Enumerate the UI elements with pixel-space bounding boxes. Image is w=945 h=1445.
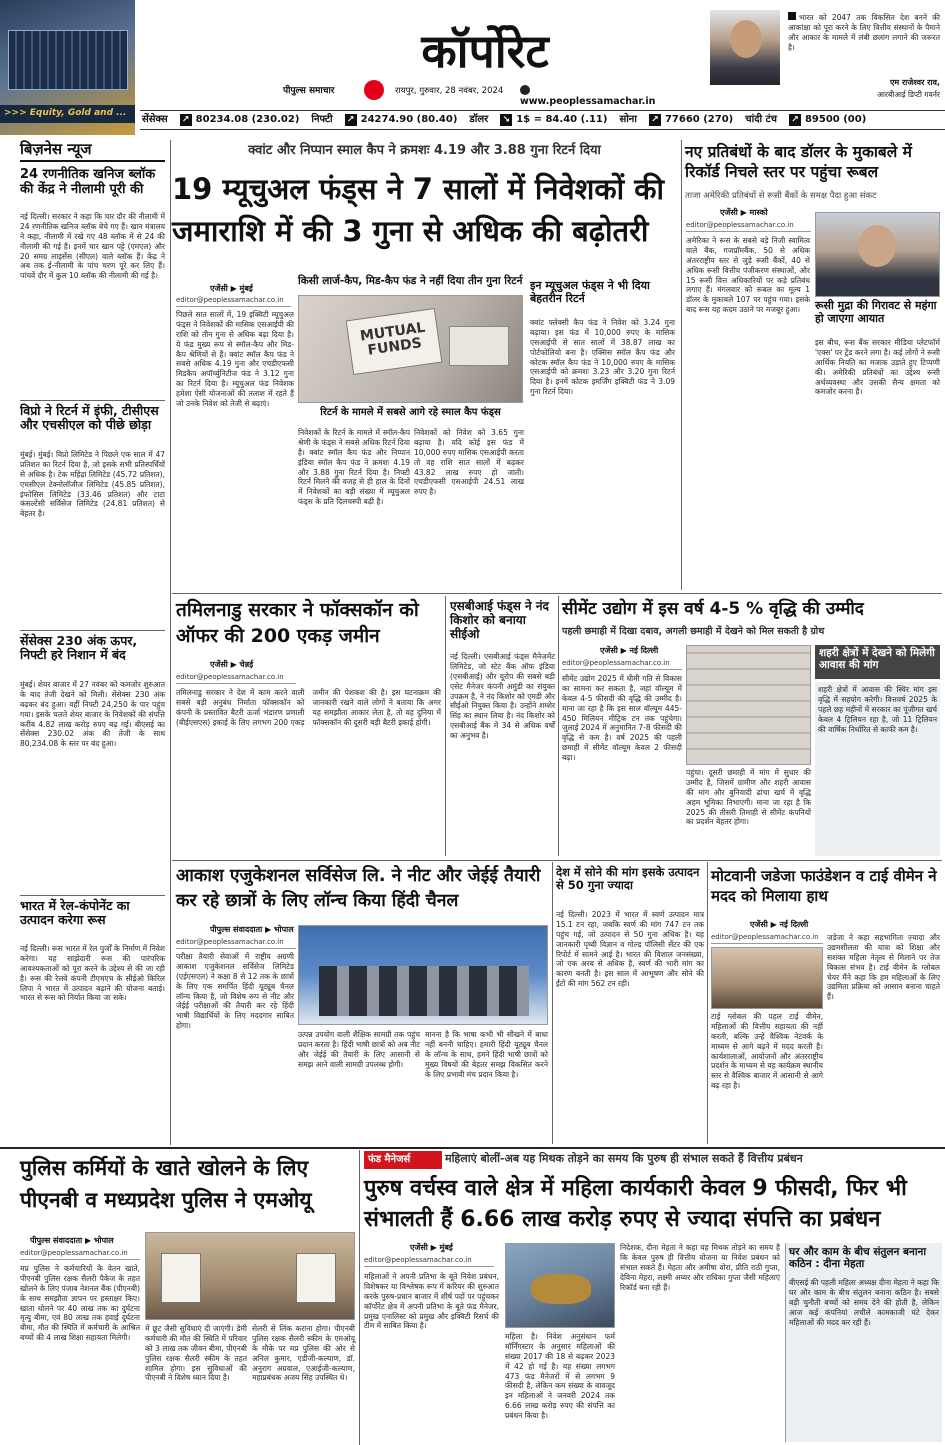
lead-sidebar-headline: इन म्यूचुअल फंड्स ने भी दिया बेहतरीन रिटर्न — [530, 279, 650, 305]
fund-managers-kicker: महिलाएं बोलीं-अब यह मिथक तोड़ने का समय कि पुरुष ही संभाल सकते हैं वित्तीय प्रबंधन — [445, 1152, 803, 1165]
police-body: मप्र पुलिस ने कर्मचारियों के वेतन खाते, पीएनबी पुलिस रक्षक सैलरी पैकेज के तहत खोलने के लिए पंजाब नेशनल बैंक (पीएनबी) के साथ समझौता ज्ञापन पर हस्ताक्षर किए। खाता धोलने पर 40 लाख तक का दुर्घटना मृत्यु बीमा, एवं 80 लाख तक हवाई दुर्घटना बीमा, मौत की स्थिति में कर्मचारी के आश्रित बच्चों की 4 लाख शिक्षा सहायता मिलेगी। — [20, 1264, 140, 1343]
cement-box-headline: शहरी क्षेत्रों में देखने को मिलेगी आवास की मांग — [815, 645, 940, 679]
sbi-headline: एसबीआई फंड्स ने नंद किशोर को बनाया सीईओ — [450, 599, 549, 641]
mutual-funds-card: MUTUAL FUNDS — [346, 308, 443, 375]
sensex-value: 80234.08 (230.02) — [195, 114, 300, 125]
lead-kicker: क्वांट और निप्पान स्माल कैप ने क्रमशः 4.19 और 3.88 गुना रिटर्न दिया — [248, 143, 601, 158]
section-label — [20, 140, 165, 162]
quote-icon — [788, 12, 796, 20]
lead-image-caption: रिटर्न के मामले में सबसे आगे रहे स्माल कैप फंड्स — [320, 407, 501, 418]
lead-byline: एजेंसी ▶ मुंबई — [210, 284, 253, 293]
story-wipro-headline: विप्रो ने रिटर्न में इंफी, टीसीएस और एचसीएल को पीछे छोड़ा — [20, 403, 159, 433]
cement-bags-photo — [686, 645, 811, 765]
masthead-dot — [364, 80, 384, 100]
equity-banner-image — [0, 0, 135, 135]
akash-byline: पीपुल्स संवाददाता ▶ भोपाल — [210, 925, 294, 934]
foxconn-byline: एजेंसी ▶ चेन्नई — [210, 660, 254, 669]
story-minerals-headline: 24 रणनीतिक खनिज ब्लॉक की केंद्र ने नीलामी पूरी की — [20, 167, 156, 197]
police-body-2: में छूट जैसी सुविधाएं दी जाएंगी। डेमी कर्मचारी की मौत की स्थिति में परिवार को 3 लाख तक जीवन बीमा, पीएनबी पुलिस रक्षक सैलरी स्कीम के तहत शामिल होगा। इस सुविधाओं की पीएनबी ने विशेष ध्यान दिया है। — [145, 1324, 247, 1383]
dollar-value: 1$ = 84.40 (.11) — [516, 114, 608, 125]
cement-body: सीमेंट उद्योग 2025 में धीमी गति से विकास का सामना कर सकता है, जहां वॉल्यूम में केवल 4-5 फीसदी की वृद्धि की उम्मीद है। माना जा रहा है कि इस साल वॉल्यूम 445-450 मिलियन मीट्रिक टन तक पहुंचेगा। जुलाई 2024 में अनुमानित 7-8 फीसदी की वृद्धि से कम है। वर्ष 2025 की पहली छमाही में सीमेंट वॉल्यूम केवल 2 फीसदी बढ़ा। — [562, 674, 682, 763]
motwani-email: editor@peoplessamachar.co.in — [711, 933, 823, 944]
story-sensex-headline: सेंसेक्स 230 अंक ऊपर, निफ्टी हरे निशान में बंद — [20, 633, 138, 663]
akash-caption: उत्पन्न उपयोग वाली शैक्षिक सामग्री तक पहुंच प्रदान करता है। हिंदी भाषी छात्रों को अब नीट और जेईई की तैयारी के लिए आसानी से समझ आने वाली सामग्री उपलब्ध होगी। — [298, 1030, 420, 1069]
mutual-funds-image — [298, 295, 523, 403]
fund-managers-box-body: बीएसई की पहली महिला अध्यक्ष दीना मेहता ने कहा कि घर और काम के बीच संतुलन बनाना कठिन है। सबसे बड़ी चुनौती बच्चों को समय देने की होती है, लेकिन आज कई कंपनियां लचीले कामकाजी घंटे देकर महिलाओं की मदद कर रही हैं। — [789, 1278, 939, 1327]
gold-headline: देश में सोने की मांग इसके उत्पादन से 50 गुना ज्यादा — [556, 865, 700, 893]
motwani-photo — [711, 947, 823, 1009]
fund-managers-body-2: महिला है। निवेश अनुसंधान फर्म मॉर्निंगस्टार के अनुसार महिलाओं की संख्या 2017 की 18 से बढ़कर 2023 में 42 हो गई है। यह संख्या लगभग 473 फंड मैनेजरों में से लगभग 9 फीसदी है, लेकिन कम संख्या के बावजूद इन महिलाओं ने जनवरी 2024 तक 6.66 लाख करोड़ रुपए की संपत्ति का प्रबंधन किया है। — [505, 1332, 615, 1421]
fund-managers-sidebar — [785, 1243, 942, 1442]
rouble-byline: एजेंसी ▶ मास्को — [720, 208, 768, 217]
story-sensex-body: मुंबई। शेयर बाजार में 27 नवंबर को कमजोर शुरुआत के बाद तेजी देखने को मिली। सेंसेक्स 230 अंक बढ़कर बंद हुआ। वहीं निफ्टी 24,250 के पार पहुंच गया। इसके चलते शेयर बाजार के निवेशकों की संपत्ति करीब 4.82 लाख करोड़ रुपए बढ़ गई। बीएसई का सेंसेक्स 230.02 अंक की तेजी के साथ 80,234.08 के स्तर पर बंद हुआ। — [20, 680, 165, 749]
fund-managers-box-headline: घर और काम के बीच संतुलन बनाना कठिन : दीना मेहता — [789, 1246, 927, 1271]
story-russia-body: नई दिल्ली। रूस भारत में रेल पुर्जों के निर्माण में निवेश करेगा। यह साझेदारी रूस की पारंपरिक आवश्यकताओं को पूरा करने के उद्देश्य से की जा रही है। रूस की रेलवे कंपनी टीएमएच के सीईओ किरिल लिपा ने भारत में उत्पादन बढ़ाने की योजना बताई। भारत से रूस को निर्यात किया जा सके। — [20, 944, 165, 1003]
equity-banner-text: >>> Equity, Gold and ... — [0, 105, 135, 123]
foxconn-body: तमिलनाडु सरकार ने देश में काम करने वाली सबसे बड़ी अनुबंध निर्माता फॉक्सकॉन को कंपनी के प्रस्तावित बैटरी ऊर्जा भंडारण प्रणाली (बीईएसएस) इकाई के लिए लगभग 200 एकड़ जमीन की पेशकश की है। इस घटनाक्रम की जानकारी रखने वाले लोगों ने बताया कि अगर यह समझौता आकार लेता है, तो यह दुनिया में फॉक्सकॉन की दूसरी बड़ी बैटरी इकाई होगी। — [176, 688, 441, 727]
story-wipro-body: मुंबई। मुंबई। विप्रो लिमिटेड ने पिछले एक साल में 47 प्रतिशत का रिटर्न दिया है, जो इसके सभी प्रतिस्पर्धियों से अधिक है। टेक महिंद्रा लिमिटेड (45.72 प्रतिशत), एचसीएल टेक्नोलॉजीज लिमिटेड (45.85 प्रतिशत), इंफोसिस लिमिटेड (33.46 प्रतिशत) और टाटा कंसल्टेंसी सर्विसेज लिमिटेड (24.81 प्रतिशत) से बेहतर है। — [20, 450, 165, 519]
foxconn-headline: तमिलनाडु सरकार ने फॉक्सकॉन को ऑफर की 200 एकड़ जमीन — [176, 599, 419, 647]
dateline: रायपुर, गुरुवार, 28 नवंबर, 2024 — [395, 86, 504, 96]
motwani-body-2: जडेजा ने कहा सहभागिता ज़्यादा और उद्यमशीलता की यात्रा को शिक्षा और सशक्त महिला नेतृत्व से मिलाने पर तेज बिकास संभव है। टाई वीमेन के ग्लोबल चेयर मैंने कहा कि हम महिलाओं के लिए उद्यमिता प्रक्रिया को आसान बनाना चाहते हैं। — [827, 933, 940, 1002]
lead-body-3: निवेशकों को निवेश को 3.65 गुना बढ़ाया है। यदि कोई इस फंड में 10,000 रुपए मासिक एसआईपी करता तो वह राशि सात सालों में बढ़कर 43.82 लाख रुपए हो जाती। एचडीएफसी एसआईपी 24.51 लाख रुपए है। — [414, 428, 524, 497]
quote-body: भारत को 2047 तक विकसित देश बनने की आकांक्षा को पूरा करने के लिए वित्तीय संस्थानों के पैमाने और आकार के मामले में लंबी छलांग लगाने की जरूरत है। — [788, 13, 940, 52]
up-arrow-icon: ↗ — [180, 114, 192, 126]
akash-body: परीक्षा तैयारी सेवाओं में राष्ट्रीय अग्रणी आकाश एजुकेशनल सर्विसेज लिमिटेड (एईएसएल) ने कक्षा 8 से 12 तक के छात्रों के लिए एक समर्पित हिंदी यूट्यूब चैनल लॉन्च किया है, जो विशेष रूप से नीट और जेईई परीक्षाओं की तैयारी कर रहे हिंदी भाषी विद्यार्थियों के लिए मददगार साबित होगा। — [176, 952, 294, 1031]
gold-value: 77660 (270) — [664, 114, 734, 125]
fund-managers-headline: पुरुष वर्चस्व वाले क्षेत्र में महिला कार्यकारी केवल 9 फीसदी, फिर भी संभालती हैं 6.66 लाख करोड़ रुपए से ज्यादा संपत्ति का प्रबंधन — [364, 1176, 907, 1232]
rouble-box-headline: रूसी मुद्रा की गिरावट से महंगा हो जाएगा आयात — [815, 299, 937, 325]
quote-author: एम राजेश्वर राव, — [889, 78, 940, 87]
silver-value: 89500 (00) — [804, 114, 867, 125]
fund-managers-byline: एजेंसी ▶ मुंबई — [410, 1243, 453, 1252]
quote-text — [788, 12, 940, 70]
police-body-3: सेलरी से लिंक कराना होगा। पीएनबी पुलिस रक्षक सैलरी स्कीम के एमओयू के मौके पर मप्र पुलिस की ओर से अनिल कुमार, एडीजी-कल्याण, डॉ. अनुराग अग्रवाल, एआईजी-कल्याण, महाप्रबंधक अजय सिंह उपस्थित थे। — [252, 1324, 355, 1383]
lead-email: editor@peoplessamachar.co.in — [176, 296, 291, 307]
fund-managers-email: editor@peoplessamachar.co.in — [364, 1256, 494, 1267]
akash-body-3: मानना है कि भाषा कभी भी सीखने में बाधा नहीं बननी चाहिए। हमारी हिंदी यूट्यूब चैनल के लॉन्च के साथ, हमने हिंदी भाषी छात्रों को मुख्य विषयों की बेहतर समझ विकसित करने के लिए प्रभावी मंच प्रदान किया है। — [425, 1030, 548, 1079]
police-byline: पीपुल्स संवाददाता ▶ भोपाल — [30, 1236, 114, 1245]
gold-label: सोना — [619, 114, 637, 125]
cement-email: editor@peoplessamachar.co.in — [562, 659, 682, 670]
quote-author-title: आरबीआई डिप्टी गवर्नर — [877, 90, 940, 99]
akash-email: editor@peoplessamachar.co.in — [176, 938, 296, 949]
story-minerals-body: नई दिल्ली। सरकार ने कहा कि चार दौर की नीलामी में 24 रणनीतिक खनिज ब्लॉक बेचे गए हैं। खान मंत्रालय ने कहा, नीलामी में रखे गए 48 ब्लॉक में से 24 की नीलामी की गई है। इनमें चार खान पट्टे (एमएल) और 20 समग्र लाइसेंस (सीएल) वाले ब्लॉक हैं। केंद्र ने अब तक ई-नीलामी के पांच चरण पूरे कर लिए हैं। पांचवें दौर में कुल 10 ब्लॉक की नीलामी की गई है। — [20, 212, 165, 281]
fund-managers-body-3: निदेशक, दीना मेहता ने कहा यह मिथक तोड़ने का समय है कि केवल पुरुष ही वित्तीय योजना या निवेश प्रबंधन को संभाल सकते हैं। मेहता और अमीषा वोरा, प्रीति राठी गुप्ता, देविना मेहरा, लक्ष्मी अय्यर और राधिका गुप्ता जैसी महिलाएं रिकॉर्ड बना रही हैं। — [620, 1243, 780, 1292]
akash-launch-photo — [298, 925, 548, 1025]
rouble-box-body: इस बीच, रूस बैंक सरकार मीडिया प्लेटफॉर्म 'एक्स' पर ट्रेंड करने लगा है। कई लोगों ने रूसी आर्थिक नियति का मजाक उड़ाते हुए टिप्पणी की। अमेरिकी प्रतिबंधों का उद्देश्य रूसी अर्थव्यवस्था और उसकी सैन्य क्षमता को कमजोर करना है। — [815, 338, 940, 397]
lead-sidebar-body: क्वांट फ्लेक्सी कैप फंड ने निवेश को 3.24 गुना बढ़ाया। इस फंड में 10,000 रुपए के मासिक एसआईपी से सात सालों में 38.87 लाख का पोर्टफोलियो बना है। एक्सिस स्मॉल कैप फंड और कोटक स्मॉल कैप फंड ने 10,000 रुपए के मासिक एसआईपी को क्रमशः 3.23 और 3.20 गुना रिटर्न दिया है। इनमें कोटक इमर्जिंग इक्विटी फंड ने 3.09 गुना रिटर्न दिया। — [530, 318, 675, 397]
rouble-headline: नए प्रतिबंधों के बाद डॉलर के मुकाबले में रिकॉर्ड निचले स्तर पर पहुंचा रूबल — [685, 143, 912, 182]
sensex-label: सेंसेक्स — [142, 114, 168, 125]
bull-statue-photo — [505, 1243, 615, 1328]
neutral-icon: ↗ — [789, 114, 801, 126]
market-ticker — [140, 110, 945, 130]
cement-byline: एजेंसी ▶ नई दिल्ली — [600, 646, 659, 655]
cement-kicker: पहली छमाही में दिखा दबाव, अगली छमाही में देखने को मिल सकती है ग्रोथ — [562, 626, 825, 637]
website-link[interactable] — [520, 84, 660, 108]
cement-body-2: पहुंचा। दूसरी छमाही में मांग में सुधार की उम्मीद है, जिसमें ग्रामीण और शहरी आवास की मांग और बुनियादी ढांचा खर्च में वृद्धि अहम भूमिका निभाएगी। माना जा रहा है कि 2025 की तीसरी तिमाही से सीमेंट कंपनियों का प्रदर्शन बेहतर होगा। — [686, 768, 811, 827]
lead-body-2: निवेशकों के रिटर्न के मामले में स्मॉल-कैप श्रेणी के फंड्स ने सबसे अधिक रिटर्न दिया है। क्वांट स्मॉल कैप फंड और निप्पान इंडिया स्मॉल कैप फंड ने क्रमशः 4.19 और 3.88 गुना रिटर्न दिया है। निफ्टी रिटर्न मिलने की वजह से ही हाल के दिनों में निवेशकों का बड़ी संख्या में म्यूचुअल फंड्स के प्रति दिलचस्पी बढ़ी है। — [298, 428, 410, 507]
rbi-portrait — [710, 10, 780, 85]
up-arrow-icon: ↗ — [649, 114, 661, 126]
putin-photo — [815, 212, 940, 297]
publisher-name: पीपुल्स समाचार — [283, 86, 335, 96]
sbi-body: नई दिल्ली। एसबीआई फंड्स मैनेजमेंट लिमिटेड, जो स्टेट बैंक ऑफ इंडिया (एसबीआई) और यूरोप की सबसे बड़ी एसेट मैनेजर कंपनी अमुंडी का संयुक्त उपक्रम है, ने नंद किशोर को एमडी और सीईओ नियुक्त किया है। उन्होंने शम्शेर सिंह का स्थान लिया है। नंद किशोर को एसबीआई बैंक में 34 से अधिक वर्षों का अनुभव है। — [450, 652, 555, 741]
section-label-text: बिज़नेस न्यूज — [20, 140, 92, 158]
police-headline: पुलिस कर्मियों के खाते खोलने के लिए पीएनबी व मध्यप्रदेश पुलिस ने एमओयू — [20, 1156, 312, 1212]
lead-subhead: किसी लार्ज-कैप, मिड-कैप फंड ने नहीं दिया तीन गुना रिटर्न — [298, 275, 523, 287]
rouble-email: editor@peoplessamachar.co.in — [686, 221, 811, 232]
lead-body-1: पिछले सात सालों में, 19 इक्विटी म्यूचुअल फंड्स ने निवेशकों की मासिक एसआईपी की राशि को तीन गुना से अधिक बढ़ा दिया है। ये फंड मुख्य रूप से स्मॉल-कैप और मिड-कैप श्रेणियों से हैं। क्वांट स्मॉल कैप फंड ने सबसे अधिक 4.19 गुना और एचडीएफसी मिडकैप अपॉर्च्युनिटीज फंड ने 3.12 गुना का रिटर्न दिया है। म्यूचुअल फंड निवेशक हमेशा ऐसी योजनाओं की तलाश में रहते हैं जो उनके निवेश को तेजी से बढ़ाएं। — [176, 310, 294, 409]
motwani-byline: एजेंसी ▶ नई दिल्ली — [750, 920, 809, 929]
silver-label: चांदी टंच — [745, 114, 777, 125]
fund-managers-label: फंड मैनेजर्स — [364, 1151, 442, 1169]
gold-body: नई दिल्ली। 2023 में भारत में स्वर्ण उत्पादन मात्र 15.1 टन रहा, जबकि स्वर्ण की मांग 747 टन तक पहुंच गई, जो उत्पादन से 50 गुना अधिक है। यह जानकारी पृथ्वी विज्ञान व गोल्ड पॉलिसी सेंटर की एक रिपोर्ट में सामने आई है। भारत की विशाल जनसंख्या, जो एक अरब से अधिक है, स्वर्ण की भारी मांग का कारण बनती है। इस साल में आभूषण और सोने की ईंटों की मांग 562 टन रही। — [556, 910, 704, 989]
lead-headline: 19 म्यूचुअल फंड्स ने 7 सालों में निवेशकों की जमाराशि में की 3 गुना से अधिक की बढ़ोतरी — [172, 172, 665, 249]
down-arrow-icon: ↘ — [500, 114, 512, 126]
nifty-label: निफ्टी — [311, 114, 333, 125]
dollar-label: डॉलर — [469, 114, 489, 125]
akash-headline: आकाश एजुकेशनल सर्विसेज लि. ने नीट और जेईई तैयारी कर रहे छात्रों के लिए लॉन्च किया हिंदी चैनल — [176, 866, 541, 911]
motwani-body: टाई ग्लोबल की पहल टाई वीमेन, महिलाओं की वित्तीय सहायता की नहीं करती, बल्कि उन्हें वैश्विक नेटवर्क के माध्यम से आगे बढ़ने में मदद करती है। कार्यशालाओं, आयोजनों और अंतरराष्ट्रीय प्रदर्शन के माध्यम से यह कार्यक्रम स्थानीय स्तर से वैश्विक बाजार में आसानी से आगे बढ़ रहा है। — [711, 1012, 823, 1091]
masthead-title: कॉर्पोरेट — [421, 24, 549, 78]
motwani-headline: मोटवानी जडेजा फाउंडेशन व टाई वीमेन ने मदद को मिलाया हाथ — [711, 867, 937, 906]
rouble-body: अमेरिका ने रूस के सबसे बड़े निजी स्वामित्व वाले बैंक, गजप्रॉमबैंक, 50 से अधिक अंतरराष्ट्रीय स्तर से जुड़े रूसी बैंकों, 40 से अधिक रूसी वित्तीय पंजीकरण संस्थाओं, और 15 रूसी वित्त अधिकारियों पर कड़े प्रतिबंध लगाए हैं। मंगलवार को रूबल का मूल्य 1 डॉलर के मुकाबले 107 पर पहुंच गया। इसके बाद रूस यह कदम उठाने पर मजबूर हुआ। — [686, 236, 810, 315]
globe-icon — [520, 85, 530, 95]
cement-headline: सीमेंट उद्योग में इस वर्ष 4-5 % वृद्धि की उम्मीद — [562, 599, 864, 619]
foxconn-email: editor@peoplessamachar.co.in — [176, 673, 296, 684]
rouble-kicker: ताजा अमेरिकी प्रतिबंधों से रूसी बैंकों के समक्ष पैदा हुआ संकट — [685, 191, 877, 201]
website-text: www.peoplessamachar.in — [520, 96, 656, 108]
police-email: editor@peoplessamachar.co.in — [20, 1249, 140, 1260]
fund-managers-body: महिलाओं ने अपनी प्रतिभा के बूते निवेश प्रबंधन, विशेषकर या विश्लेषक रूप में करियर की शुरुआत करके पुरुष-प्रधान बाजार में शीर्ष पदों पर पहुंचकर कॉर्पोरेट क्षेत्र में अपनी प्रतिभा के बूते फंड मैनेजर, प्रमुख एनालिस्ट को प्रमुख और इक्विटी रिसर्च की टीम में साबित किया है। — [364, 1272, 499, 1331]
up-arrow-icon: ↗ — [345, 114, 357, 126]
nifty-value: 24274.90 (80.40) — [360, 114, 458, 125]
cement-box-body: शहरी क्षेत्रों में आवास की स्थिर मांग इस वृद्धि में सहयोग करेगी। वित्तवर्ष 2025 के पहले छह महीनों में सरकार का पूंजीगत खर्च केवल 4 ट्रिलियन रहा है, जो 11 ट्रिलियन की वार्षिक निर्धारित से काफी कम है। — [815, 682, 940, 856]
story-russia-headline: भारत में रेल-कंपोनेंट का उत्पादन करेगा रूस — [20, 898, 130, 928]
police-mou-photo — [145, 1232, 355, 1320]
